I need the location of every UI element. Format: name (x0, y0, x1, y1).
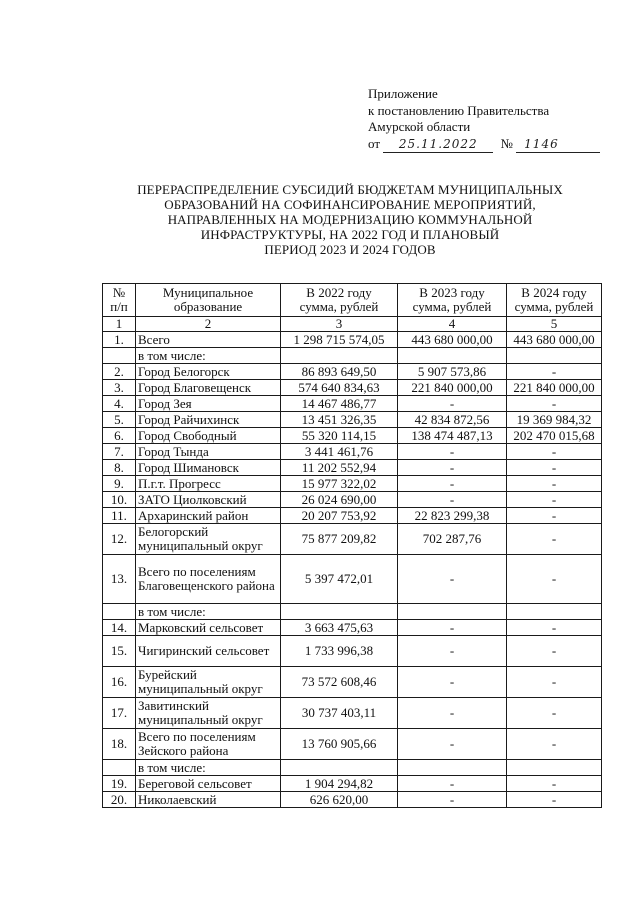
table-body (103, 332, 602, 808)
table-row (103, 636, 602, 667)
cell-y2023 (398, 348, 507, 364)
cell-name: Город Райчихинск (136, 412, 281, 428)
cell-name: Всего по поселениям Зейского района (136, 729, 281, 760)
heading-line: ИНФРАСТРУКТУРЫ, НА 2022 ГОД И ПЛАНОВЫЙ (200, 227, 500, 242)
table-row (103, 428, 602, 444)
cell-y2024: - (507, 444, 602, 460)
cell-y2023: - (398, 476, 507, 492)
cell-num: 12. (103, 524, 136, 555)
cell-y2022: 3 663 475,63 (281, 620, 398, 636)
cell-y2024: - (507, 492, 602, 508)
cell-name: Город Тында (136, 444, 281, 460)
header-2024: В 2024 году сумма, рублей (507, 284, 602, 317)
header-name: Муниципальное образование (136, 284, 281, 317)
table-row (103, 776, 602, 792)
cell-y2023: 22 823 299,38 (398, 508, 507, 524)
cell-num: 7. (103, 444, 136, 460)
col-number: 4 (398, 317, 507, 332)
cell-num: 6. (103, 428, 136, 444)
subtotal-label-row (103, 604, 602, 620)
table-row (103, 698, 602, 729)
cell-num: 14. (103, 620, 136, 636)
cell-num (103, 760, 136, 776)
handwritten-number: 1146 (524, 136, 559, 151)
cell-y2022: 75 877 209,82 (281, 524, 398, 555)
cell-num: 5. (103, 412, 136, 428)
cell-num: 1. (103, 332, 136, 348)
cell-y2022: 1 733 996,38 (281, 636, 398, 667)
appendix-resolution: к постановлению Правительства (368, 102, 550, 118)
cell-name: ЗАТО Циолковский (136, 492, 281, 508)
cell-name: Чигиринский сельсовет (136, 636, 281, 667)
cell-y2023: - (398, 396, 507, 412)
cell-num: 8. (103, 460, 136, 476)
table-row (103, 667, 602, 698)
cell-y2023: - (398, 444, 507, 460)
cell-name: Город Зея (136, 396, 281, 412)
subsidy-table (102, 283, 602, 808)
cell-y2022: 1 904 294,82 (281, 776, 398, 792)
header-num: № п/п (103, 284, 136, 317)
number-field (516, 136, 600, 154)
cell-y2024: - (507, 667, 602, 698)
cell-y2024: - (507, 792, 602, 808)
cell-name: Город Благовещенск (136, 380, 281, 396)
cell-num: 10. (103, 492, 136, 508)
cell-y2024: 221 840 000,00 (507, 380, 602, 396)
cell-y2024: 202 470 015,68 (507, 428, 602, 444)
cell-num (103, 348, 136, 364)
cell-num: 15. (103, 636, 136, 667)
table-row (103, 555, 602, 604)
table-row (103, 524, 602, 555)
cell-y2022: 11 202 552,94 (281, 460, 398, 476)
cell-num: 2. (103, 364, 136, 380)
cell-y2024: - (507, 396, 602, 412)
cell-y2024: - (507, 729, 602, 760)
cell-name: Завитинский муниципальный округ (136, 698, 281, 729)
cell-y2024: - (507, 476, 602, 492)
cell-name: Город Свободный (136, 428, 281, 444)
column-number-row (103, 317, 602, 332)
cell-num: 3. (103, 380, 136, 396)
cell-y2022: 26 024 690,00 (281, 492, 398, 508)
cell-name: Белогорский муниципальный округ (136, 524, 281, 555)
table-row (103, 729, 602, 760)
cell-name: в том числе: (136, 760, 281, 776)
cell-num: 19. (103, 776, 136, 792)
table-row (103, 444, 602, 460)
table-header-row (103, 284, 602, 317)
handwritten-date: 25.11.2022 (398, 136, 478, 151)
cell-y2022: 574 640 834,63 (281, 380, 398, 396)
header-2022: В 2022 году сумма, рублей (281, 284, 398, 317)
cell-y2023: - (398, 460, 507, 476)
col-number: 1 (103, 317, 136, 332)
cell-y2024: - (507, 364, 602, 380)
date-prefix: от (368, 135, 381, 151)
cell-name: Марковский сельсовет (136, 620, 281, 636)
cell-name: П.г.т. Прогресс (136, 476, 281, 492)
cell-y2024 (507, 348, 602, 364)
appendix-title: Приложение (368, 86, 438, 101)
cell-y2024: - (507, 776, 602, 792)
table-row (103, 476, 602, 492)
heading-line: НАПРАВЛЕННЫХ НА МОДЕРНИЗАЦИЮ КОММУНАЛЬНОЙ (167, 212, 533, 227)
table-row (103, 508, 602, 524)
cell-y2024: - (507, 698, 602, 729)
cell-name: Город Шимановск (136, 460, 281, 476)
cell-y2023: - (398, 792, 507, 808)
appendix-region: Амурской области (368, 119, 471, 134)
cell-y2022: 5 397 472,01 (281, 555, 398, 604)
header-2023: В 2023 году сумма, рублей (398, 284, 507, 317)
cell-y2023: 702 287,76 (398, 524, 507, 555)
cell-y2023: 138 474 487,13 (398, 428, 507, 444)
cell-y2022: 13 760 905,66 (281, 729, 398, 760)
cell-num (103, 604, 136, 620)
cell-y2022: 30 737 403,11 (281, 698, 398, 729)
cell-y2024: 19 369 984,32 (507, 412, 602, 428)
col-number: 2 (136, 317, 281, 332)
cell-y2024: - (507, 555, 602, 604)
heading-line: ПЕРИОД 2023 И 2024 ГОДОВ (264, 242, 436, 257)
cell-y2022: 626 620,00 (281, 792, 398, 808)
subtotal-label-row (103, 760, 602, 776)
cell-name: Всего (136, 332, 281, 348)
date-field (383, 136, 493, 154)
cell-y2022: 1 298 715 574,05 (281, 332, 398, 348)
heading-line: ПЕРЕРАСПРЕДЕЛЕНИЕ СУБСИДИЙ БЮДЖЕТАМ МУНИЦИПАЛЬНЫХ (137, 182, 563, 197)
cell-y2022: 3 441 461,76 (281, 444, 398, 460)
cell-y2024: 443 680 000,00 (507, 332, 602, 348)
cell-y2022: 55 320 114,15 (281, 428, 398, 444)
col-number: 5 (507, 317, 602, 332)
cell-name: Город Белогорск (136, 364, 281, 380)
cell-y2024 (507, 604, 602, 620)
cell-name: в том числе: (136, 348, 281, 364)
cell-num: 13. (103, 555, 136, 604)
appendix-block (368, 86, 600, 153)
cell-y2023: 443 680 000,00 (398, 332, 507, 348)
table-row (103, 492, 602, 508)
table-row (103, 460, 602, 476)
cell-y2023: 42 834 872,56 (398, 412, 507, 428)
cell-name: Всего по поселениям Благовещенского района (136, 555, 281, 604)
cell-num: 17. (103, 698, 136, 729)
cell-y2023: 221 840 000,00 (398, 380, 507, 396)
cell-num: 18. (103, 729, 136, 760)
cell-y2024: - (507, 620, 602, 636)
cell-y2022 (281, 604, 398, 620)
table-row (103, 332, 602, 348)
cell-y2023: - (398, 698, 507, 729)
cell-y2022: 20 207 753,92 (281, 508, 398, 524)
cell-y2023 (398, 760, 507, 776)
table-row (103, 792, 602, 808)
cell-y2023: - (398, 667, 507, 698)
cell-y2023 (398, 604, 507, 620)
cell-y2023: - (398, 776, 507, 792)
cell-y2022: 15 977 322,02 (281, 476, 398, 492)
cell-y2022 (281, 760, 398, 776)
cell-num: 4. (103, 396, 136, 412)
cell-y2022: 86 893 649,50 (281, 364, 398, 380)
cell-name: Архаринский район (136, 508, 281, 524)
cell-y2023: - (398, 620, 507, 636)
number-prefix: № (500, 135, 513, 151)
cell-y2022: 13 451 326,35 (281, 412, 398, 428)
cell-y2024: - (507, 460, 602, 476)
cell-y2023: - (398, 492, 507, 508)
cell-name: Николаевский (136, 792, 281, 808)
cell-y2023: - (398, 555, 507, 604)
table-row (103, 620, 602, 636)
cell-num: 16. (103, 667, 136, 698)
cell-y2024: - (507, 636, 602, 667)
cell-num: 9. (103, 476, 136, 492)
subtotal-label-row (103, 348, 602, 364)
cell-y2024: - (507, 508, 602, 524)
table-row (103, 364, 602, 380)
cell-y2023: - (398, 729, 507, 760)
cell-name: Береговой сельсовет (136, 776, 281, 792)
cell-y2022 (281, 348, 398, 364)
table-row (103, 396, 602, 412)
cell-num: 11. (103, 508, 136, 524)
appendix-date-number (368, 136, 600, 154)
document-heading (100, 182, 600, 257)
cell-y2023: 5 907 573,86 (398, 364, 507, 380)
table-row (103, 380, 602, 396)
cell-y2022: 73 572 608,46 (281, 667, 398, 698)
cell-name: в том числе: (136, 604, 281, 620)
cell-y2023: - (398, 636, 507, 667)
col-number: 3 (281, 317, 398, 332)
cell-num: 20. (103, 792, 136, 808)
cell-name: Бурейский муниципальный округ (136, 667, 281, 698)
table-row (103, 412, 602, 428)
cell-y2024: - (507, 524, 602, 555)
cell-y2022: 14 467 486,77 (281, 396, 398, 412)
heading-line: ОБРАЗОВАНИЙ НА СОФИНАНСИРОВАНИЕ МЕРОПРИЯТИЙ, (164, 197, 536, 212)
cell-y2024 (507, 760, 602, 776)
